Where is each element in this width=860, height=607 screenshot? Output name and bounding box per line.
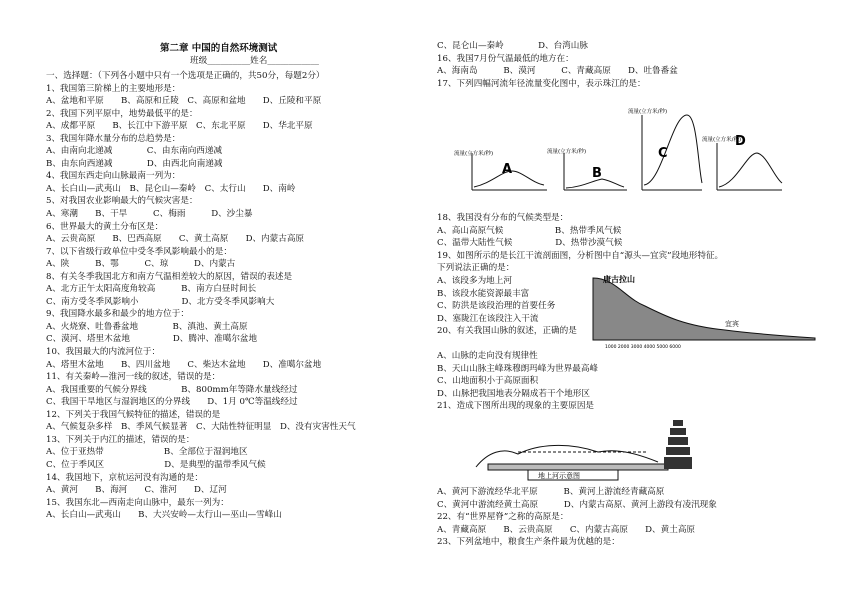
question-line: A、火烧寮、吐鲁番盆地 B、滇池、黄土高原 <box>46 321 248 332</box>
page-title: 第二章 中国的自然环境测试 <box>160 43 278 54</box>
question-line: 23、下列盆地中，粮食生产条件最为优越的是： <box>437 537 620 548</box>
ylabel-d: 流量(立方米/秒) <box>702 137 742 143</box>
question-line: C、山地面积小于高原面积 <box>437 376 539 387</box>
question-line: 12、下列关于我国气候特征的描述，错误的是 <box>46 409 221 420</box>
right-column-bottom <box>437 486 837 549</box>
question-line: 20、有关我国山脉的叙述，正确的是 <box>437 326 577 337</box>
chart-label-c: C <box>658 146 668 161</box>
question-line: A、青藏高原 B、云贵高原 C、内蒙古高原 D、黄土高原 <box>437 524 696 535</box>
question-line: 7、以下省级行政单位中受冬季风影响最小的是： <box>46 246 232 257</box>
question-line: D、山脉把我国地表分隔成若干个地形区 <box>437 388 590 399</box>
question-line: 1、我国第三阶梯上的主要地形是： <box>46 83 181 94</box>
question-line: C、温带大陆性气候 D、热带沙漠气候 <box>437 238 623 249</box>
ylabel-a: 流量(立方米/秒) <box>454 151 494 157</box>
question-line: 16、我国7月份气温最低的地方在： <box>437 53 574 64</box>
question-line: 18、我国没有分布的气候类型是： <box>437 213 569 223</box>
question-line: C、我国干旱地区与湿润地区的分界线 D、1月 0℃等温线经过 <box>46 397 298 408</box>
peak-label: 唐古拉山 <box>603 275 635 284</box>
question-line: A、高山高原气候 B、热带季风气候 <box>437 225 622 236</box>
student-info-line: 班级__________姓名____________ <box>190 56 319 66</box>
question-line: C、南方受冬季风影响小 D、北方受冬季风影响大 <box>46 296 275 307</box>
question-line: A、位于亚热带 B、全部位于湿润地区 <box>46 447 248 458</box>
question-line: 17、下列四幅河流年径流量变化图中，表示珠江的是： <box>437 78 646 89</box>
right-column-mid <box>437 212 837 275</box>
question-line: C、昆仑山—秦岭 D、台湾山脉 <box>437 41 588 51</box>
question-line: A、盆地和平原 B、高原和丘陵 C、高原和盆地 D、丘陵和平原 <box>46 96 322 107</box>
question-line: A、山脉的走向没有规律性 <box>437 351 538 361</box>
question-line: 一、选择题：（下列各小题中只有一个选项是正确的，共50分，每题2分） <box>46 71 325 81</box>
question-line: 3、我国年降水量分布的总趋势是： <box>46 133 181 144</box>
question-line: A、该段多为地上河 <box>437 276 512 286</box>
question-line: 9、我国降水最多和最少的地方位于： <box>46 309 189 320</box>
question-line: A、寒潮 B、干旱 C、梅雨 D、沙尘暴 <box>46 209 253 220</box>
question-line: 2、我国下列平原中，地势最低平的是： <box>46 108 198 119</box>
city-label: 宜宾 <box>725 320 739 328</box>
question-line: C、防洪是该段治理的首要任务 <box>437 301 556 312</box>
question-line: 15、我国东北—西南走向山脉中，最东一列为： <box>46 497 229 508</box>
question-line: A、成都平原 B、长江中下游平原 C、东北平原 D、华北平原 <box>46 121 313 132</box>
question-line: 下列说法正确的是： <box>437 263 515 274</box>
q20-options <box>437 350 837 413</box>
question-line: 14、我国地下，京杭运河没有沟通的是： <box>46 472 204 483</box>
yangtze-profile-figure <box>585 268 820 350</box>
x-axis-label: 1000 2000 3000 4000 5000 6000 <box>605 345 681 350</box>
question-line: A、云贵高原 B、巴西高原 C、黄土高原 D、内蒙古高原 <box>46 234 305 245</box>
question-line: 21、造成下图所出现的现象的主要原因是 <box>437 401 595 412</box>
right-column-top <box>437 40 837 90</box>
chart-label-d: D <box>735 134 746 149</box>
q19-options <box>437 275 597 338</box>
question-line: A、黄河 B、海河 C、淮河 D、辽河 <box>46 485 227 496</box>
question-line: A、长白山—武夷山 B、昆仑山—秦岭 C、太行山 D、南岭 <box>46 183 296 194</box>
question-line: 22、有“世界屋脊”之称的高原是： <box>437 512 569 523</box>
above-ground-river-figure <box>468 412 708 484</box>
ylabel-c: 流量(立方米/秒) <box>628 109 668 115</box>
question-line: A、我国重要的气候分界线 B、800mm年等降水量线经过 <box>46 384 298 395</box>
question-line: A、气候复杂多样 B、季风气候显著 C、大陆性特征明显 D、没有灾害性天气 <box>46 422 356 433</box>
question-line: A、海南岛 B、漠河 C、青藏高原 D、吐鲁番盆 <box>437 66 678 77</box>
question-line: C、漠河、塔里木盆地 D、腾冲、准噶尔盆地 <box>46 334 258 345</box>
question-line: A、北方正午太阳高度角较高 B、南方白昼时间长 <box>46 284 257 295</box>
question-line: C、位于季风区 D、是典型的温带季风气候 <box>46 459 266 470</box>
ylabel-b: 流量(立方米/秒) <box>547 149 587 155</box>
figure-caption: 地上河示意图 <box>538 472 580 480</box>
question-line: B、由东向西递减 D、由西北向南递减 <box>46 158 223 169</box>
question-line: 11、有关秦岭—淮河一线的叙述，错误的是： <box>46 372 221 383</box>
question-line: C、黄河中游流经黄土高原 D、内蒙古高原、黄河上游段有凌汛现象 <box>437 499 717 510</box>
question-line: A、由南向北递减 C、由东南向西递减 <box>46 146 223 157</box>
question-line: A、长白山—武夷山 B、大兴安岭—太行山—巫山—雪峰山 <box>46 510 282 521</box>
question-line: B、该段水能资源最丰富 <box>437 288 530 299</box>
chart-label-b: B <box>592 166 602 181</box>
question-line: 4、我国东西走向山脉最南一列为： <box>46 171 181 182</box>
left-column <box>46 70 426 522</box>
question-line: 19、如图所示的是长江干流剖面图，分析图中自“源头—宜宾”段地形特征。 <box>437 250 724 261</box>
question-line: 8、有关冬季我国北方和南方气温相差较大的原因，错误的表述是 <box>46 271 293 282</box>
question-line: 6、世界最大的黄土分布区是： <box>46 221 164 232</box>
runoff-charts-figure <box>452 95 792 205</box>
question-line: 5、对我国农业影响最大的气候灾害是： <box>46 196 198 207</box>
question-line: A、黄河下游流经华北平原 B、黄河上游流经青藏高原 <box>437 487 665 497</box>
question-line: A、陕 B、鄂 C、琼 D、内蒙古 <box>46 259 236 270</box>
question-line: D、塞陇江在该段注入干流 <box>437 313 539 324</box>
chart-label-a: A <box>502 162 513 177</box>
question-line: 10、我国最大的内流河位于： <box>46 347 161 358</box>
question-line: B、天山山脉主峰珠穆朗玛峰为世界最高峰 <box>437 363 599 374</box>
question-line: 13、下列关于内江的描述，错误的是： <box>46 434 195 445</box>
question-line: A、塔里木盆地 B、四川盆地 C、柴达木盆地 D、准噶尔盆地 <box>46 359 322 370</box>
